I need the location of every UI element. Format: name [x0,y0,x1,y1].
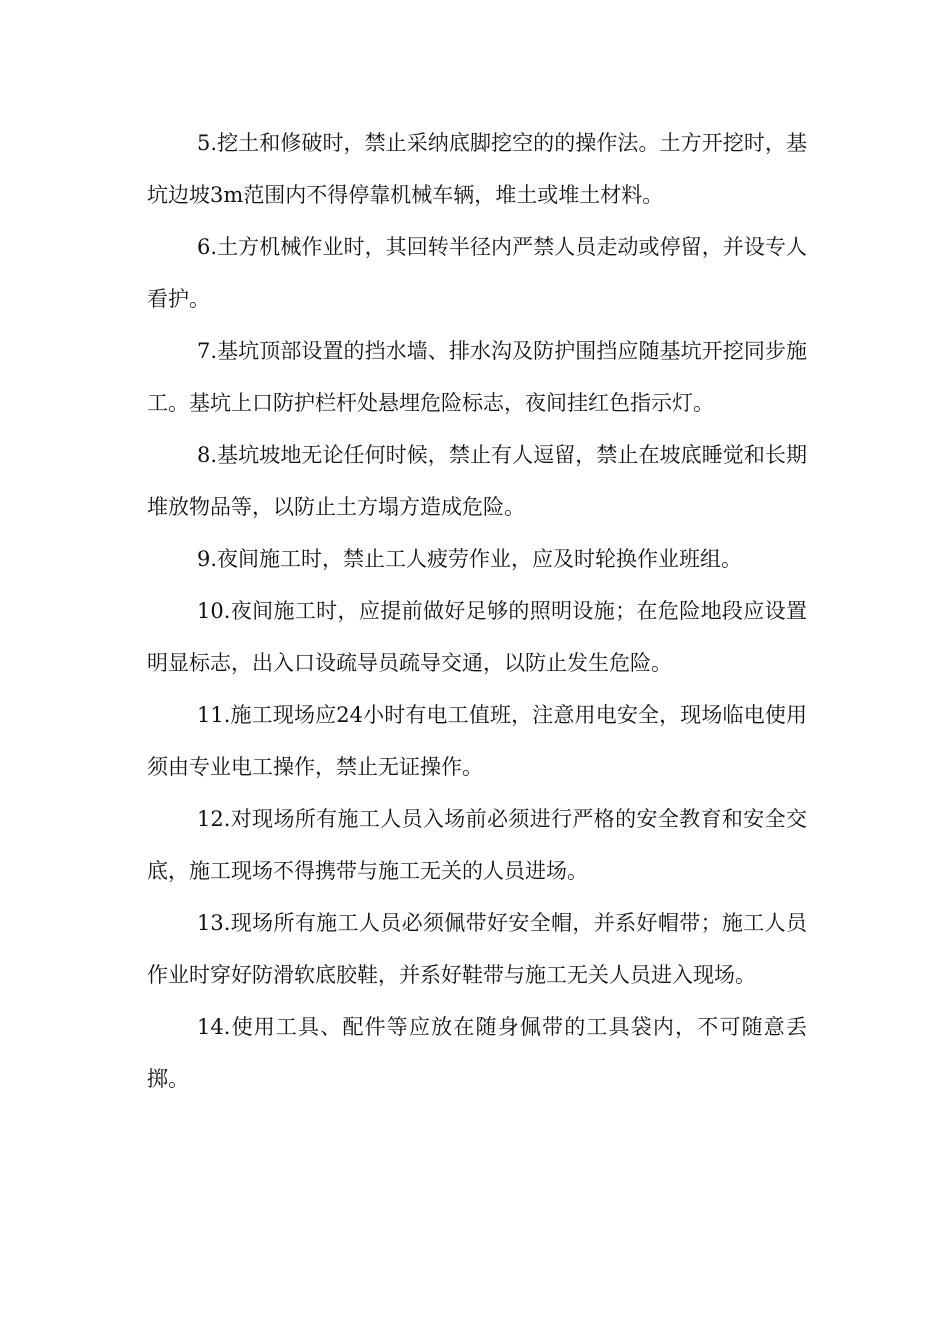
paragraph-item-10: 10.夜间施工时，应提前做好足够的照明设施；在危险地段应设置明显标志，出入口设疏导员疏导交通，以防止发生危险。 [147,599,807,675]
document-body [147,117,807,1105]
paragraph-item-8: 8.基坑坡地无论任何时候，禁止有人逗留，禁止在坡底睡觉和长期堆放物品等，以防止土方塌方造成危险。 [147,443,807,519]
paragraph-item-14: 14.使用工具、配件等应放在随身佩带的工具袋内，不可随意丢掷。 [147,1015,807,1091]
paragraph-item-7: 7.基坑顶部设置的挡水墙、排水沟及防护围挡应随基坑开挖同步施工。基坑上口防护栏杆处悬埋危险标志，夜间挂红色指示灯。 [147,339,807,415]
paragraph-item-13: 13.现场所有施工人员必须佩带好安全帽，并系好帽带；施工人员作业时穿好防滑软底胶鞋，并系好鞋带与施工无关人员进入现场。 [147,911,807,987]
paragraph-item-9: 9.夜间施工时，禁止工人疲劳作业，应及时轮换作业班组。 [197,547,743,571]
paragraph-item-12: 12.对现场所有施工人员入场前必须进行严格的安全教育和安全交底，施工现场不得携带与施工无关的人员进场。 [147,807,807,883]
paragraph-item-5: 5.挖土和修破时，禁止采纳底脚挖空的的操作法。土方开挖时，基坑边坡3m范围内不得停靠机械车辆，堆土或堆土材料。 [147,131,807,207]
paragraph-item-11: 11.施工现场应24小时有电工值班，注意用电安全，现场临电使用须由专业电工操作，禁止无证操作。 [147,703,807,779]
paragraph-item-6: 6.土方机械作业时，其回转半径内严禁人员走动或停留，并设专人看护。 [147,235,807,311]
